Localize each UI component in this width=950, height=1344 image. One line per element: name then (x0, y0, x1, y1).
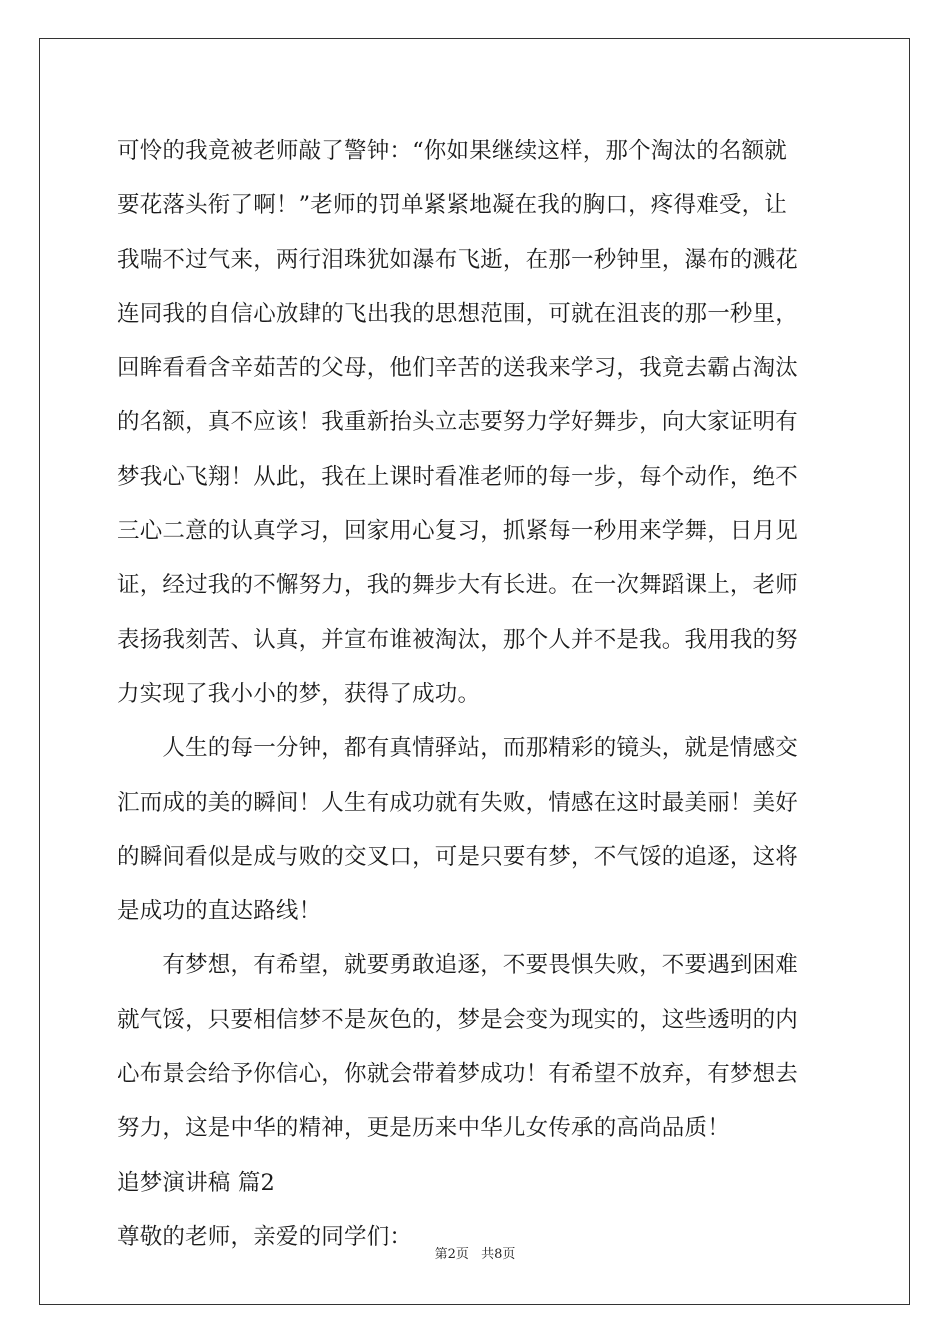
document-body (117, 124, 835, 1264)
text-line: 是成功的直达路线！ (117, 898, 322, 925)
page-number-current: 第2页 (434, 1247, 469, 1262)
section-heading: 追梦演讲稿 篇2 (117, 1169, 276, 1196)
text-line: 要花落头衔了啊！”老师的罚单紧紧地凝在我的胸口，疼得难受，让 (117, 192, 788, 219)
text-line: 汇而成的美的瞬间！人生有成功就有失败，情感在这时最美丽！美好 (117, 789, 799, 816)
text-line: 心布景会给予你信心，你就会带着梦成功！有希望不放弃，有梦想去 (117, 1061, 799, 1088)
text-line: 力实现了我小小的梦，获得了成功。 (117, 680, 481, 707)
text-line: 的名额，真不应该！我重新抬头立志要努力学好舞步，向大家证明有 (117, 409, 799, 436)
text-line: 人生的每一分钟，都有真情驿站，而那精彩的镜头，就是情感交 (117, 735, 799, 762)
text-line: 努力，这是中华的精神，更是历来中华儿女传承的高尚品质！ (117, 1115, 730, 1142)
text-line: 有梦想，有希望，就要勇敢追逐，不要畏惧失败，不要遇到困难 (117, 952, 799, 979)
text-line: 的瞬间看似是成与败的交叉口，可是只要有梦，不气馁的追逐，这将 (117, 843, 799, 870)
salutation: 尊敬的老师，亲爱的同学们： (117, 1223, 413, 1250)
text-line: 表扬我刻苦、认真，并宣布谁被淘汰，那个人并不是我。我用我的努 (117, 626, 799, 653)
page-footer (0, 1243, 950, 1262)
text-line: 证，经过我的不懈努力，我的舞步大有长进。在一次舞蹈课上，老师 (117, 572, 799, 599)
page-number-total: 共8页 (481, 1247, 516, 1262)
text-line: 可怜的我竟被老师敲了警钟：“你如果继续这样，那个淘汰的名额就 (117, 138, 788, 164)
text-line: 我喘不过气来，两行泪珠犹如瀑布飞逝，在那一秒钟里，瀑布的溅花 (117, 246, 799, 273)
text-line: 连同我的自信心放肆的飞出我的思想范围，可就在沮丧的那一秒里， (117, 300, 799, 327)
text-line: 回眸看看含辛茹苦的父母，他们辛苦的送我来学习，我竟去霸占淘汰 (117, 355, 799, 382)
text-line: 梦我心飞翔！从此，我在上课时看准老师的每一步，每个动作，绝不 (117, 463, 799, 490)
text-line: 就气馁，只要相信梦不是灰色的，梦是会变为现实的，这些透明的内 (117, 1006, 799, 1033)
text-line: 三心二意的认真学习，回家用心复习，抓紧每一秒用来学舞，日月见 (117, 518, 799, 545)
